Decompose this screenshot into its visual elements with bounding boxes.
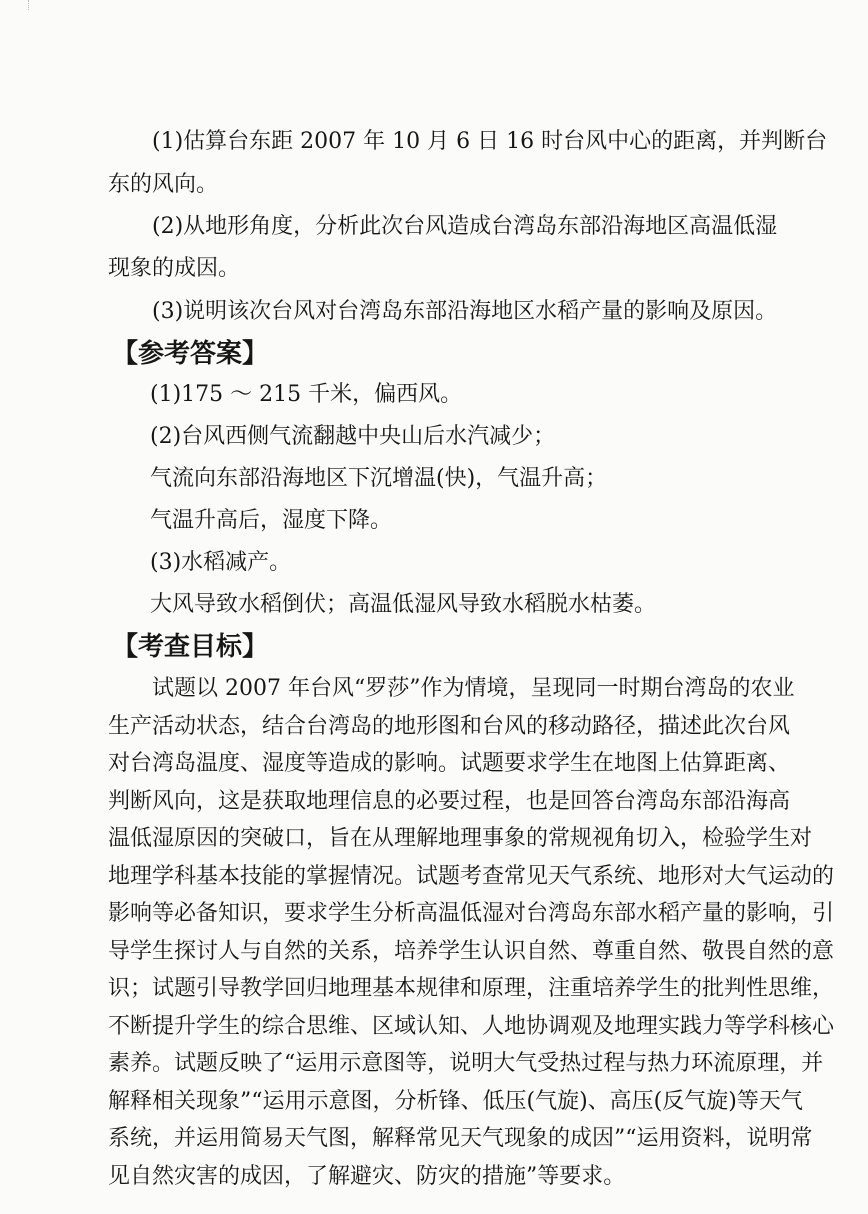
answer-line: (1)175 ～ 215 千米，偏西风。	[150, 382, 463, 407]
objective-line: 判断风向，这是获取地理信息的必要过程，也是回答台湾岛东部沿海高	[108, 788, 791, 814]
objective-line: 试题以 2007 年台风“罗莎”作为情境，呈现同一时期台湾岛的农业	[152, 676, 795, 701]
objective-line: 对台湾岛温度、湿度等造成的影响。试题要求学生在地图上估算距离、	[108, 751, 791, 776]
answer-line: 气流向东部沿海地区下沉增温(快)，气温升高；	[150, 466, 608, 491]
objective-line: 温低湿原因的突破口，旨在从理解地理事象的常规视角切入，检验学生对	[108, 826, 813, 851]
objective-line: 解释相关现象”“运用示意图，分析锋、低压(气旋)、高压(反气旋)等天气	[108, 1088, 803, 1114]
answer-line: (3)水稻减产。	[150, 550, 292, 575]
answer-heading: 【参考答案】	[112, 339, 269, 369]
objective-line: 见自然灾害的成因，了解避灾、防灾的措施”等要求。	[108, 1163, 626, 1189]
objective-line: 导学生探讨人与自然的关系，培养学生认识自然、尊重自然、敬畏自然的意	[108, 938, 835, 964]
question-2-line-1: (2)从地形角度，分析此次台风造成台湾岛东部沿海地区高温低湿	[152, 214, 778, 239]
objective-line: 系统，并运用简易天气图，解释常见天气现象的成因”“运用资料，说明常	[108, 1126, 813, 1151]
objective-line: 素养。试题反映了“运用示意图等，说明大气受热过程与热力环流原理，并	[108, 1051, 824, 1076]
question-1-line-2: 东的风向。	[108, 172, 219, 197]
answer-line: 大风导致水稻倒伏；高温低湿风导致水稻脱水枯萎。	[150, 592, 657, 617]
question-1-line-1: (1)估算台东距 2007 年 10 月 6 日 16 时台风中心的距离，并判断台	[152, 129, 828, 154]
objective-line: 影响等必备知识，要求学生分析高温低湿对台湾岛东部水稻产量的影响，引	[108, 901, 835, 926]
question-2-line-2: 现象的成因。	[108, 256, 241, 281]
objective-line: 不断提升学生的综合思维、区域认知、人地协调观及地理实践力等学科核心	[108, 1013, 835, 1039]
objective-heading: 【考查目标】	[112, 632, 269, 662]
answer-line: 气温升高后，湿度下降。	[150, 508, 393, 533]
objective-line: 生产活动状态，结合台湾岛的地形图和台风的移动路径，描述此次台风	[108, 713, 791, 739]
objective-line: 地理学科基本技能的掌握情况。试题考查常见天气系统、地形对大气运动的	[108, 863, 835, 889]
question-3-line-1: (3)说明该次台风对台湾岛东部沿海地区水稻产量的影响及原因。	[152, 299, 778, 324]
answer-line: (2)台风西侧气流翻越中央山后水汽减少；	[150, 424, 556, 449]
objective-line: 识；试题引导教学回归地理基本规律和原理，注重培养学生的批判性思维，	[108, 976, 835, 1001]
scan-corner-mark	[28, 0, 37, 10]
